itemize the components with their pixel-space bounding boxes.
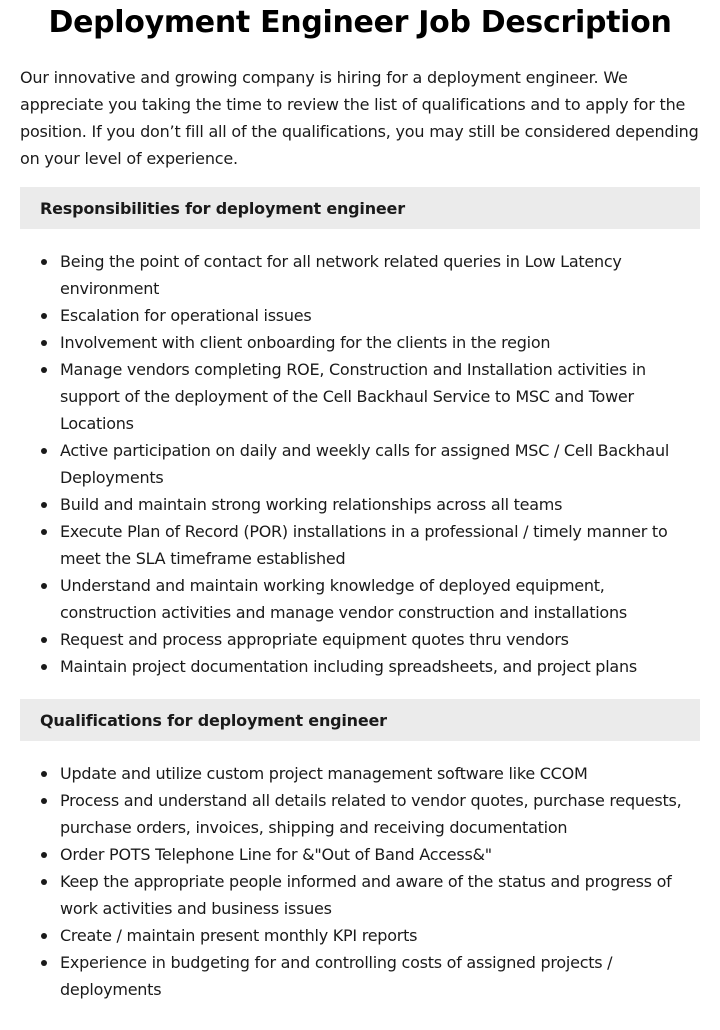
bullet-icon <box>41 933 47 939</box>
responsibilities-heading: Responsibilities for deployment engineer <box>20 187 700 229</box>
qualifications-heading: Qualifications for deployment engineer <box>20 699 700 741</box>
bullet-icon <box>41 664 47 670</box>
list-item-text: Keep the appropriate people informed and aware of the status and progress of work activities and business issues <box>60 872 672 918</box>
responsibilities-list <box>20 248 700 680</box>
bullet-icon <box>41 879 47 885</box>
list-item-text: Create / maintain present monthly KPI reports <box>60 926 418 945</box>
list-item <box>60 626 700 653</box>
list-item <box>60 841 700 868</box>
list-item <box>60 868 700 922</box>
bullet-icon <box>41 583 47 589</box>
list-item-text: Execute Plan of Record (POR) installations in a professional / timely manner to meet the SLA timeframe established <box>60 522 668 568</box>
bullet-icon <box>41 529 47 535</box>
list-item <box>60 302 700 329</box>
qualifications-list <box>20 760 700 1003</box>
list-item-text: Order POTS Telephone Line for &"Out of Band Access&" <box>60 845 492 864</box>
list-item-text: Escalation for operational issues <box>60 306 312 325</box>
list-item-text: Understand and maintain working knowledge of deployed equipment, construction activities and manage vendor construction and installations <box>60 576 627 622</box>
list-item <box>60 437 700 491</box>
bullet-icon <box>41 771 47 777</box>
bullet-icon <box>41 259 47 265</box>
list-item-text: Update and utilize custom project management software like CCOM <box>60 764 588 783</box>
bullet-icon <box>41 960 47 966</box>
list-item-text: Maintain project documentation including spreadsheets, and project plans <box>60 657 637 676</box>
list-item <box>60 356 700 437</box>
bullet-icon <box>41 313 47 319</box>
list-item-text: Manage vendors completing ROE, Construction and Installation activities in support of the deployment of the Cell Backhaul Service to MSC and Tower Locations <box>60 360 646 433</box>
intro-paragraph: Our innovative and growing company is hiring for a deployment engineer. We appreciate you taking the time to review the list of qualifications and to apply for the position. If you don’t fill all of the qualifications, you may still be considered depending on your level of experience. <box>20 68 699 168</box>
page-title: Deployment Engineer Job Description <box>48 5 672 40</box>
list-item-text: Request and process appropriate equipment quotes thru vendors <box>60 630 569 649</box>
list-item-text: Build and maintain strong working relationships across all teams <box>60 495 563 514</box>
bullet-icon <box>41 448 47 454</box>
list-item-text: Process and understand all details related to vendor quotes, purchase requests, purchase orders, invoices, shipping and receiving documentation <box>60 791 682 837</box>
list-item <box>60 922 700 949</box>
list-item <box>60 329 700 356</box>
list-item <box>60 572 700 626</box>
list-item-text: Experience in budgeting for and controlling costs of assigned projects / deployments <box>60 953 613 999</box>
bullet-icon <box>41 502 47 508</box>
bullet-icon <box>41 798 47 804</box>
list-item-text: Active participation on daily and weekly calls for assigned MSC / Cell Backhaul Deployments <box>60 441 670 487</box>
list-item <box>60 518 700 572</box>
list-item-text: Being the point of contact for all network related queries in Low Latency environment <box>60 252 622 298</box>
list-item <box>60 760 700 787</box>
list-item <box>60 787 700 841</box>
list-item-text: Involvement with client onboarding for the clients in the region <box>60 333 551 352</box>
bullet-icon <box>41 637 47 643</box>
list-item <box>60 949 700 1003</box>
bullet-icon <box>41 367 47 373</box>
list-item <box>60 653 700 680</box>
bullet-icon <box>41 340 47 346</box>
list-item <box>60 248 700 302</box>
bullet-icon <box>41 852 47 858</box>
list-item <box>60 491 700 518</box>
